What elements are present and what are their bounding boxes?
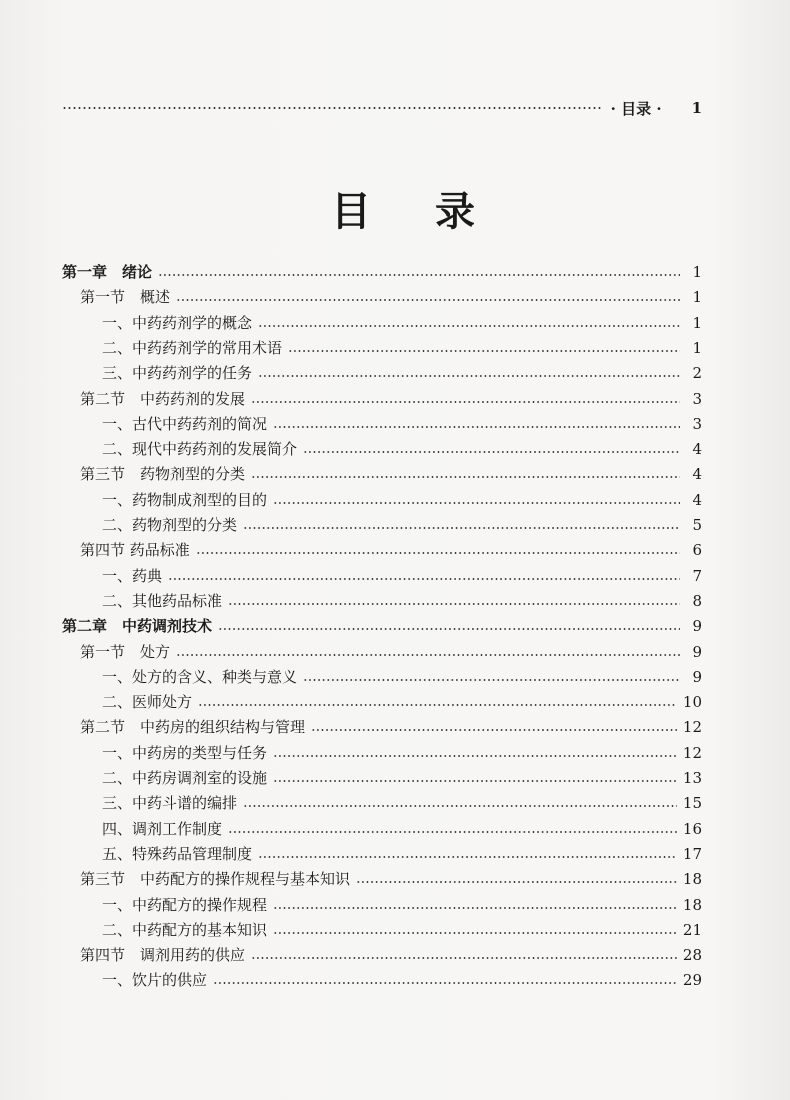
toc-entry-label: 第一节 处方 <box>80 643 171 661</box>
toc-entry-label: 第一节 概述 <box>80 288 171 306</box>
toc-dot-leader <box>311 729 677 731</box>
toc-chapter-entry <box>62 616 702 636</box>
toc-subsection-entry <box>102 970 702 990</box>
toc-dot-leader <box>196 552 680 554</box>
toc-subsection-entry <box>102 743 702 763</box>
toc-dot-leader <box>288 350 680 352</box>
toc-entry-label: 二、中药药剂学的常用术语 <box>102 339 283 357</box>
toc-entry-label: 一、处方的含义、种类与意义 <box>102 668 298 686</box>
toc-dot-leader <box>251 401 680 403</box>
toc-subsection-entry <box>102 768 702 788</box>
toc-entry-page-number: 3 <box>692 390 702 408</box>
toc-subsection-entry <box>102 895 702 915</box>
toc-subsection-entry <box>102 667 702 687</box>
toc-entry-page-number: 9 <box>692 617 702 635</box>
toc-dot-leader <box>273 426 680 428</box>
toc-entry-page-number: 18 <box>682 896 702 914</box>
toc-section-entry <box>80 869 702 889</box>
toc-entry-page-number: 1 <box>692 314 702 332</box>
toc-entry-label: 二、医师处方 <box>102 693 193 711</box>
toc-subsection-entry <box>102 490 702 510</box>
toc-entry-label: 第四节 调剂用药的供应 <box>80 946 246 964</box>
toc-dot-leader <box>258 375 680 377</box>
toc-dot-leader <box>198 704 677 706</box>
toc-subsection-entry <box>102 363 702 383</box>
toc-dot-leader <box>218 628 680 630</box>
toc-subsection-entry <box>102 844 702 864</box>
toc-entry-label: 一、饮片的供应 <box>102 971 208 989</box>
toc-entry-label: 第二节 中药房的组织结构与管理 <box>80 718 306 736</box>
toc-subsection-entry <box>102 338 702 358</box>
toc-dot-leader <box>176 654 680 656</box>
toc-entry-page-number: 4 <box>692 491 702 509</box>
toc-dot-leader <box>303 679 680 681</box>
toc-chapter-entry <box>62 262 702 282</box>
toc-entry-page-number: 12 <box>682 744 702 762</box>
toc-entry-label: 三、中药药剂学的任务 <box>102 364 253 382</box>
toc-entry-label: 一、中药药剂学的概念 <box>102 314 253 332</box>
toc-dot-leader <box>176 299 680 301</box>
toc-entry-label: 一、中药配方的操作规程 <box>102 896 268 914</box>
toc-dot-leader <box>251 957 677 959</box>
toc-entry-page-number: 28 <box>682 946 702 964</box>
toc-entry-page-number: 6 <box>692 541 702 559</box>
toc-dot-leader <box>356 881 677 883</box>
toc-entry-label: 第四节 药品标准 <box>80 541 190 559</box>
toc-entry-page-number: 4 <box>692 440 702 458</box>
toc-section-entry <box>80 945 702 965</box>
toc-entry-page-number: 29 <box>682 971 702 989</box>
toc-subsection-entry <box>102 793 702 813</box>
toc-dot-leader <box>258 325 680 327</box>
toc-entry-page-number: 8 <box>692 592 702 610</box>
toc-section-entry <box>80 287 702 307</box>
toc-entry-page-number: 18 <box>682 870 702 888</box>
toc-entry-label: 二、现代中药药剂的发展简介 <box>102 440 298 458</box>
toc-subsection-entry <box>102 414 702 434</box>
toc-entry-label: 第三节 药物剂型的分类 <box>80 465 246 483</box>
toc-entry-label: 二、药物剂型的分类 <box>102 516 238 534</box>
toc-entry-label: 五、特殊药品管理制度 <box>102 845 253 863</box>
toc-entry-label: 三、中药斗谱的编排 <box>102 794 238 812</box>
toc-entry-label: 第二章 中药调剂技术 <box>62 617 213 635</box>
page-title: 目录 <box>331 189 539 235</box>
running-title: · 目录 · <box>610 99 662 118</box>
toc-dot-leader <box>243 805 677 807</box>
toc-entry-page-number: 12 <box>682 718 702 736</box>
toc-subsection-entry <box>102 591 702 611</box>
toc-entry-page-number: 5 <box>692 516 702 534</box>
toc-subsection-entry <box>102 920 702 940</box>
toc-dot-leader <box>158 274 680 276</box>
toc-section-entry <box>80 642 702 662</box>
toc-entry-label: 二、其他药品标准 <box>102 592 223 610</box>
toc-entry-page-number: 1 <box>692 288 702 306</box>
toc-entry-page-number: 17 <box>682 845 702 863</box>
toc-entry-page-number: 4 <box>692 465 702 483</box>
toc-entry-label: 四、调剂工作制度 <box>102 820 223 838</box>
toc-entry-page-number: 13 <box>682 769 702 787</box>
toc-entry-label: 二、中药配方的基本知识 <box>102 921 268 939</box>
header-page-number: 1 <box>691 99 702 117</box>
toc-entry-page-number: 16 <box>682 820 702 838</box>
toc-dot-leader <box>273 932 677 934</box>
toc-dot-leader <box>273 502 680 504</box>
toc-entry-label: 第一章 绪论 <box>62 263 153 281</box>
toc-dot-leader <box>228 831 677 833</box>
toc-section-entry <box>80 389 702 409</box>
toc-dot-leader <box>258 856 677 858</box>
toc-entry-label: 一、药物制成剂型的目的 <box>102 491 268 509</box>
toc-entry-page-number: 1 <box>692 263 702 281</box>
toc-entry-page-number: 3 <box>692 415 702 433</box>
toc-subsection-entry <box>102 313 702 333</box>
toc-entry-label: 一、中药房的类型与任务 <box>102 744 268 762</box>
toc-section-entry <box>80 717 702 737</box>
toc-entry-page-number: 15 <box>682 794 702 812</box>
toc-entry-label: 一、药典 <box>102 567 163 585</box>
toc-dot-leader <box>228 603 680 605</box>
toc-entry-label: 第三节 中药配方的操作规程与基本知识 <box>80 870 351 888</box>
toc-subsection-entry <box>102 819 702 839</box>
toc-entry-page-number: 2 <box>692 364 702 382</box>
toc-section-entry <box>80 540 702 560</box>
toc-dot-leader <box>303 451 680 453</box>
toc-entry-page-number: 10 <box>682 693 702 711</box>
toc-dot-leader <box>168 578 680 580</box>
toc-subsection-entry <box>102 566 702 586</box>
toc-entry-label: 一、古代中药药剂的简况 <box>102 415 268 433</box>
toc-entry-page-number: 9 <box>692 643 702 661</box>
running-header <box>62 96 702 120</box>
toc-entry-page-number: 7 <box>692 567 702 585</box>
toc-dot-leader <box>243 527 680 529</box>
toc-dot-leader <box>273 907 677 909</box>
toc-dot-leader <box>273 755 677 757</box>
toc-subsection-entry <box>102 515 702 535</box>
toc-dot-leader <box>213 982 677 984</box>
toc-subsection-entry <box>102 439 702 459</box>
toc-dot-leader <box>251 476 680 478</box>
toc-dot-leader <box>273 780 677 782</box>
toc-section-entry <box>80 464 702 484</box>
toc-entry-label: 二、中药房调剂室的设施 <box>102 769 268 787</box>
toc-entry-page-number: 21 <box>682 921 702 939</box>
toc-entry-label: 第二节 中药药剂的发展 <box>80 390 246 408</box>
toc-subsection-entry <box>102 692 702 712</box>
header-dot-leader <box>62 107 603 109</box>
toc-entry-page-number: 9 <box>692 668 702 686</box>
toc-entry-page-number: 1 <box>692 339 702 357</box>
